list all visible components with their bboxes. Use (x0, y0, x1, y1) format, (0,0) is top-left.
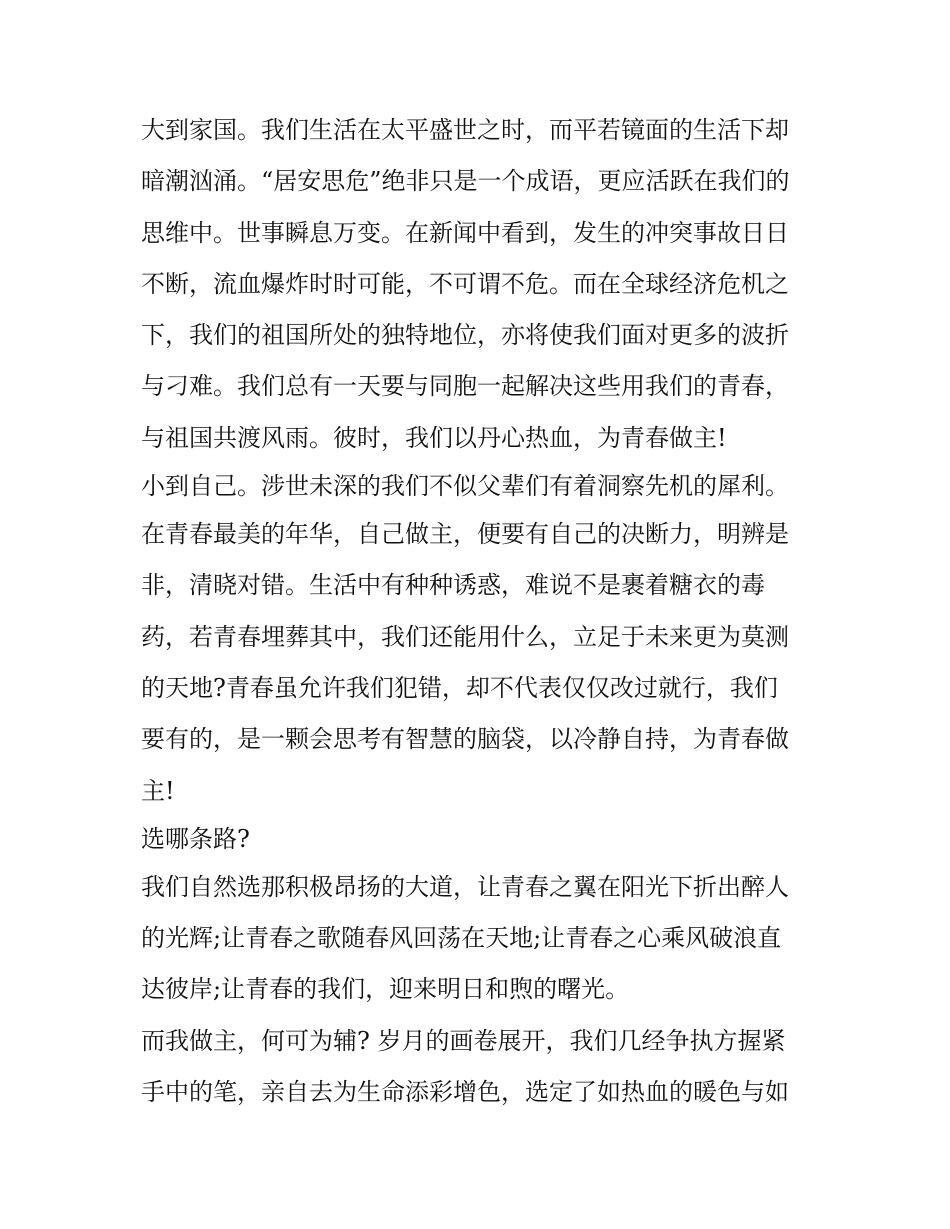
text-line: 与刁难。我们总有一天要与同胞一起解决这些用我们的青春， (141, 372, 789, 401)
text-line: 而我做主，何可为辅? 岁月的画卷展开，我们几经争执方握紧 (141, 1026, 786, 1055)
text-line: 选哪条路? (141, 824, 250, 853)
text-line: 药，若青春埋葬其中，我们还能用什么，立足于未来更为莫测 (141, 622, 789, 651)
text-line: 在青春最美的年华，自己做主，便要有自己的决断力，明辨是 (141, 520, 789, 549)
text-line: 的光辉;让青春之歌随春风回荡在天地;让青春之心乘风破浪直 (141, 924, 782, 953)
text-line: 非，清晓对错。生活中有种种诱惑，难说不是裹着糖衣的毒 (141, 571, 765, 600)
text-line: 不断，流血爆炸时时可能，不可谓不危。而在全球经济危机之 (141, 269, 789, 298)
text-line: 我们自然选那积极昂扬的大道，让青春之翼在阳光下折出醉人 (141, 872, 789, 901)
text-line: 思维中。世事瞬息万变。在新闻中看到，发生的冲突事故日日 (141, 218, 789, 247)
text-line: 主! (141, 776, 175, 805)
text-line: 暗潮汹涌。“居安思危”绝非只是一个成语，更应活跃在我们的 (141, 167, 790, 196)
document-body (141, 105, 821, 1118)
text-line: 手中的笔，亲自去为生命添彩增色，选定了如热血的暖色与如 (141, 1078, 789, 1107)
text-line: 小到自己。涉世未深的我们不似父辈们有着洞察先机的犀利。 (141, 472, 789, 501)
text-line: 下，我们的祖国所处的独特地位，亦将使我们面对更多的波折 (141, 321, 789, 350)
text-line: 与祖国共渡风雨。彼时，我们以丹心热血，为青春做主! (141, 423, 727, 452)
text-line: 大到家国。我们生活在太平盛世之时，而平若镜面的生活下却 (141, 116, 789, 144)
text-line: 的天地?青春虽允许我们犯错，却不代表仅仅改过就行，我们 (141, 673, 778, 702)
text-line: 达彼岸;让青春的我们，迎来明日和煦的曙光。 (141, 975, 630, 1004)
text-line: 要有的，是一颗会思考有智慧的脑袋，以冷静自持，为青春做 (141, 725, 789, 754)
